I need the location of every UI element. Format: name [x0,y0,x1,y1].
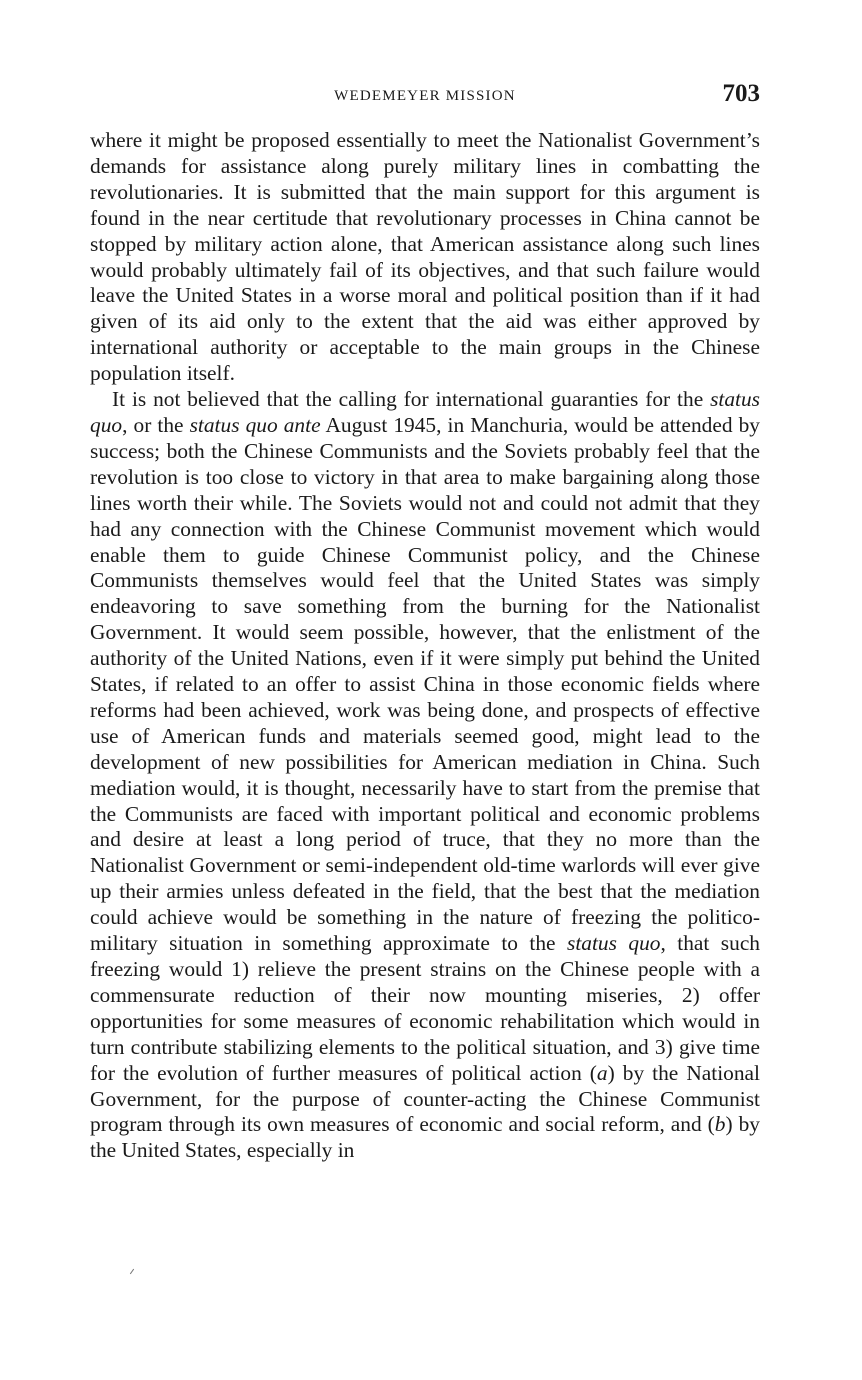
italic-term: status quo ante [189,412,321,437]
italic-term: status quo [90,387,760,437]
paragraph-2 [90,387,760,1164]
paragraph-2-text: ) by the United States, especially in [90,1112,760,1163]
body-text [90,128,760,1164]
paragraph-2-text: ) by the National Government, for the purpose of counter-acting the Chinese Communist program through its own measures of economic and social reform, and ( [90,1060,760,1137]
italic-term: status quo [567,931,661,956]
italic-term: a [596,1060,608,1085]
paragraph-1 [90,128,760,387]
paragraph-2-text: , that such freezing would 1) relieve the present strains on the Chinese people with a commensurate reduction of their now mounting miseries, 2) offer opportunities for some measures of economic rehabilitation which would in turn contribute stabilizing elements to the political situation, and 3) give time for the evolution of further measures of political action ( [90,931,761,1085]
page-number: 703 [722,80,760,107]
paragraph-1-text: where it might be proposed essentially to meet the Nationalist Government’s demands for assistance along purely military lines in combatting the revolutionaries. It is submitted that the main support for this argument is found in the near certitude that revolutionary processes in China cannot be stopped by military action alone, that American assistance along such lines would probably ultimately fail of its objectives, and that such failure would leave the United States in a worse moral and political position than if it had given of its aid only to the extent that the aid was either approved by international authority or acceptable to the main groups in the Chinese population itself. [90,128,760,386]
page-header [90,78,760,114]
italic-term: b [714,1112,726,1137]
paragraph-2-text: August 1945, in Manchuria, would be attended by success; both the Chinese Communists and the Soviets probably feel that the revolution is too close to victory in that area to make bargaining along those lines worth their while. The Soviets would not and could not admit that they had any connection with the Chinese Communist movement which would enable them to guide Chinese Communist policy, and the Chinese Communists themselves would feel that the United States was simply endeavoring to save something from the burning for the Nationalist Government. It would seem possible, however, that the enlistment of the authority of the United Nations, even if it were simply put behind the United States, if related to an offer to assist China in those economic fields where reforms had been achieved, work was being done, and prospects of effective use of American funds and materials seemed good, might lead to the development of new possibilities for American mediation in China. Such mediation would, it is thought, necessarily have to start from the premise that the Communists are faced with important political and economic problems and desire at least a long period of truce, that they no more than the Nationalist Government or semi-independent old-time warlords will ever give up their armies unless defeated in the field, that the best that the mediation could achieve would be something in the nature of freezing the politico-military situation in something approximate to the [90,412,761,956]
running-title: WEDEMEYER MISSION [334,88,516,104]
document-page [90,78,760,1164]
paragraph-2-text: , or the [122,412,190,437]
stray-ink-mark [130,1269,134,1274]
paragraph-2-text: It is not believed that the calling for international guaranties for the [112,387,711,412]
